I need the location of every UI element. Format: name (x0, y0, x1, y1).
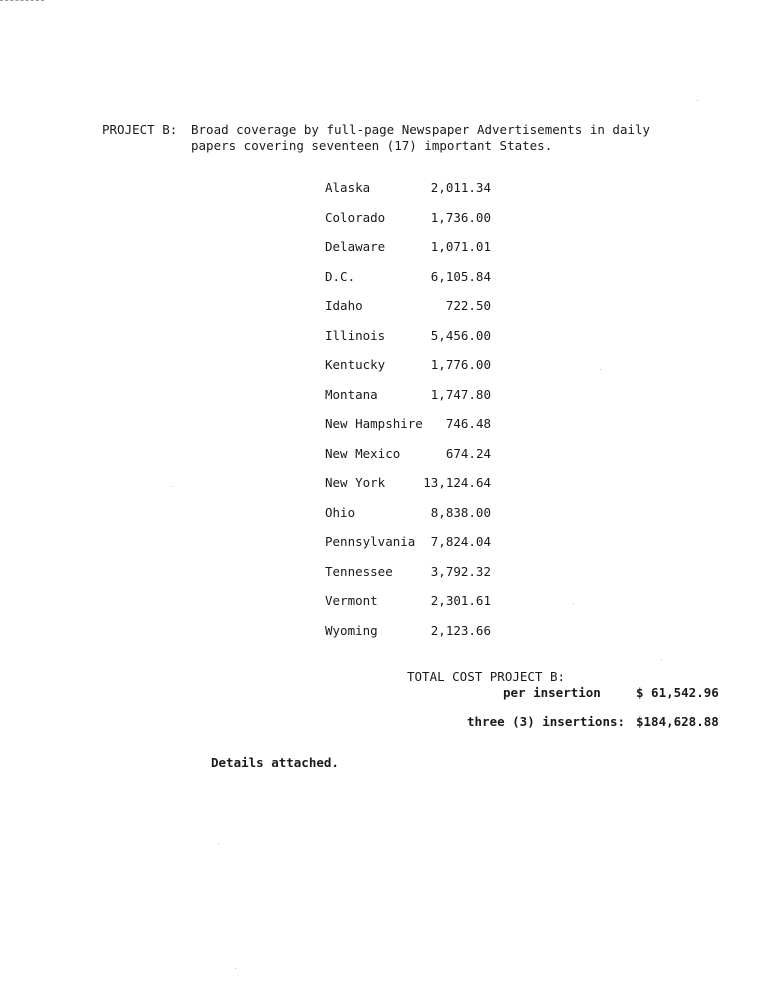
scan-speck (171, 486, 172, 487)
state-amount: 746.48 (445, 416, 491, 431)
state-amount: 5,456.00 (430, 327, 491, 343)
state-name: Tennessee (325, 563, 393, 579)
project-label: PROJECT B: (102, 122, 178, 137)
state-name: Alaska (325, 180, 371, 195)
state-amount: 6,105.84 (430, 268, 491, 284)
state-name: Vermont (325, 593, 378, 608)
state-amount: 1,736.00 (430, 209, 491, 225)
state-name: Illinois (325, 327, 386, 343)
state-amount: 722.50 (445, 298, 491, 313)
state-amount: 1,776.00 (430, 357, 491, 372)
scan-speck (600, 369, 601, 370)
state-name: Delaware (325, 239, 386, 254)
total-cost-label: TOTAL COST PROJECT B: (407, 669, 566, 684)
table-row (325, 328, 525, 358)
state-amount: 3,792.32 (430, 563, 491, 579)
corner-scan-mark (0, 0, 44, 3)
state-amount: 2,301.61 (430, 593, 491, 608)
project-description (191, 122, 661, 154)
state-name: Pennsylvania (325, 534, 416, 549)
state-amount: 8,838.00 (430, 504, 491, 520)
state-name: New Hampshire (325, 416, 423, 431)
state-name: Idaho (325, 298, 363, 313)
table-row (325, 387, 525, 417)
state-name: Kentucky (325, 357, 386, 372)
state-name: Wyoming (325, 622, 378, 638)
state-name: Montana (325, 386, 378, 402)
state-amount: 1,071.01 (430, 239, 491, 254)
table-row (325, 357, 525, 387)
state-name: New York (325, 475, 386, 490)
table-row (325, 623, 525, 653)
table-row (325, 446, 525, 476)
state-cost-table (325, 180, 525, 652)
project-description-line-1: Broad coverage by full-page Newspaper Advertisements in daily (191, 122, 651, 137)
three-insertions-amount: $184,628.88 (636, 714, 719, 729)
three-insertions-label: three (3) insertions: (467, 714, 626, 729)
table-row (325, 180, 525, 210)
scan-speck (573, 603, 574, 604)
scan-speck (697, 100, 698, 101)
table-row (325, 239, 525, 269)
table-row (325, 593, 525, 623)
table-row (325, 475, 525, 505)
state-amount: 7,824.04 (430, 534, 491, 549)
per-insertion-label: per insertion (503, 685, 601, 700)
table-row (325, 564, 525, 594)
state-amount: 2,011.34 (430, 180, 491, 195)
project-description-line-2: papers covering seventeen (17) important States. (191, 138, 553, 153)
details-attached-note: Details attached. (211, 755, 339, 770)
table-row (325, 534, 525, 564)
state-amount: 674.24 (445, 445, 491, 461)
state-name: Colorado (325, 209, 386, 225)
per-insertion-amount: $ 61,542.96 (636, 685, 719, 700)
state-name: D.C. (325, 268, 356, 284)
state-name: Ohio (325, 504, 356, 520)
scan-speck (235, 968, 236, 969)
table-row (325, 298, 525, 328)
table-row (325, 210, 525, 240)
state-amount: 2,123.66 (430, 622, 491, 638)
table-row (325, 269, 525, 299)
scan-speck (661, 659, 662, 660)
state-name: New Mexico (325, 445, 401, 461)
table-row (325, 505, 525, 535)
table-row (325, 416, 525, 446)
state-amount: 1,747.80 (430, 386, 491, 402)
state-amount: 13,124.64 (423, 475, 491, 490)
scan-speck (218, 843, 219, 844)
